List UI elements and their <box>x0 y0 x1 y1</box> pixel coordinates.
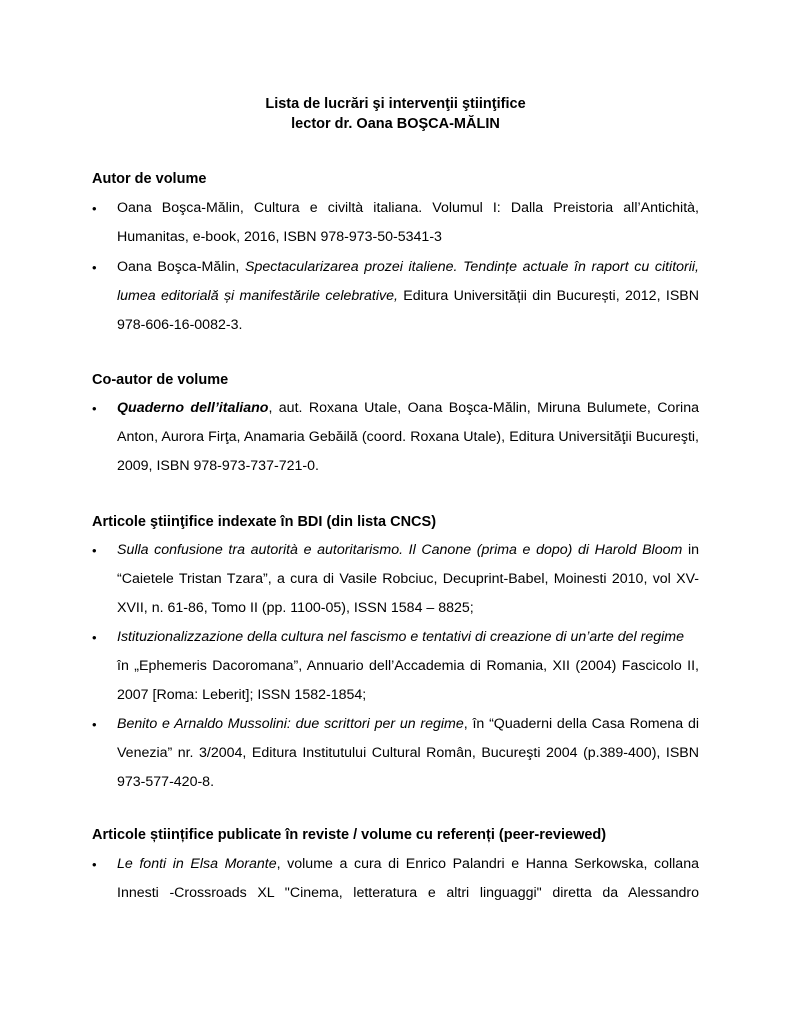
bullet-icon: • <box>92 717 97 732</box>
bullet-icon: • <box>92 201 97 216</box>
bullet-icon: • <box>92 401 97 416</box>
bullet-icon: • <box>92 630 97 645</box>
section-heading-peer-reviewed: Articole științifice publicate în reviste / volume cu referenți (peer-reviewed) <box>92 827 607 843</box>
list-item: Benito e Arnaldo Mussolini: due scrittori per un regime, în “Quaderni della Casa Romena di Venezia” nr. 3/2004, Editura Institutului Cultural Român, Bucureşti 2004 (p.389-400), ISBN 973-577-420-8. <box>117 716 700 790</box>
list-item: Le fonti in Elsa Morante, volume a cura di Enrico Palandri e Hanna Serkowska, collana Innesti -Crossroads XL "Cinema, letteratura e altri linguaggi" diretta da Alessandro <box>117 856 699 901</box>
section-heading-bdi: Articole ştiinţifice indexate în BDI (din lista CNCS) <box>92 514 437 530</box>
document-subtitle: lector dr. Oana BOŞCA-MĂLIN <box>291 116 500 132</box>
bullet-icon: • <box>92 543 97 558</box>
list-item: Oana Boşca-Mălin, Cultura e civiltà italiana. Volumul I: Dalla Preistoria all’Antichità, Humanitas, e-book, 2016, ISBN 978-973-50-5341-3 <box>117 200 699 245</box>
bullet-icon: • <box>92 260 97 275</box>
bullet-icon: • <box>92 857 97 872</box>
list-item: Istituzionalizzazione della cultura nel fascismo e tentativi di creazione di un’arte del regime în „Ephemeris Dacoromana”, Annuario dell’Accademia di Romania, XII (2004) Fascicolo II, 2007 [Roma: Leberit]; ISSN 1582-1854; <box>117 629 699 703</box>
list-item: Quaderno dell’italiano, aut. Roxana Utale, Oana Boşca-Mălin, Miruna Bulumete, Corina Anton, Aurora Firţa, Anamaria Gebăilă (coord. Roxana Utale), Editura Universităţii Bucureşti, 2009, ISBN 978-973-737-721-0. <box>117 400 699 474</box>
list-item: Sulla confusione tra autorità e autoritarismo. Il Canone (prima e dopo) di Harold Bloom in “Caietele Tristan Tzara”, a cura di Vasile Robciuc, Decuprint-Babel, Moinesti 2010, vol XV- XVII, n. 61-86, Tomo II (pp. 1100-05), ISSN 1584 – 8825; <box>117 542 699 616</box>
section-heading-coautor: Co-autor de volume <box>92 372 229 388</box>
document-title: Lista de lucrări şi intervenţii ştiinţifice <box>265 96 526 112</box>
list-item: Oana Boşca-Mălin, Spectacularizarea prozei italiene. Tendințe actuale în raport cu cititorii, lumea editorială și manifestările celebrative, Editura Universității din București, 2012, ISBN 978-606-16-0082-3. <box>117 259 699 333</box>
section-heading-autor: Autor de volume <box>92 171 207 187</box>
